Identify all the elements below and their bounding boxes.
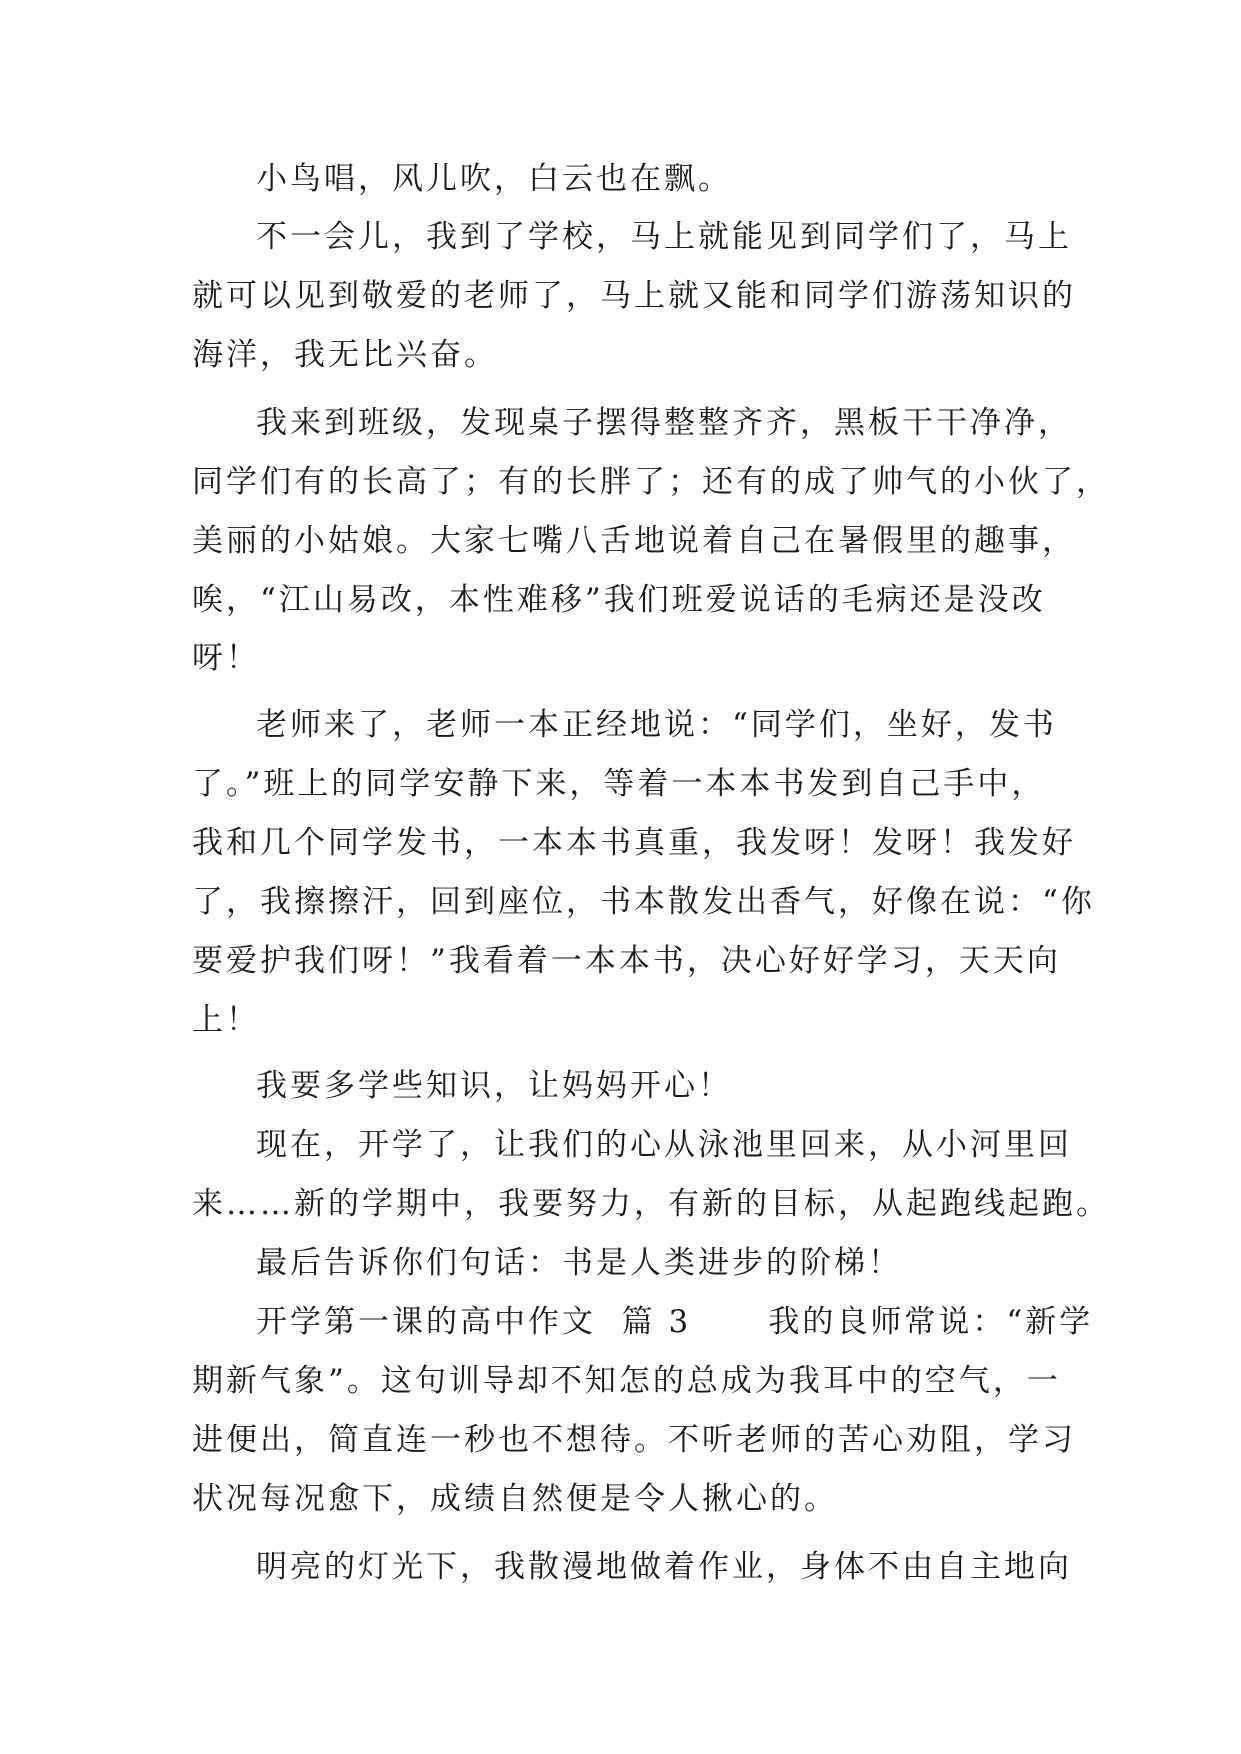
paragraph-line: 进便出，简直连一秒也不想待。不听老师的苦心劝阻，学习: [192, 1422, 1076, 1458]
paragraph-line: 美丽的小姑娘。大家七嘴八舌地说着自己在暑假里的趣事，: [192, 523, 1076, 559]
paragraph-line: 同学们有的长高了；有的长胖了；还有的成了帅气的小伙了，: [192, 464, 1110, 500]
paragraph-line: 我要多学些知识，让妈妈开心！: [256, 1068, 732, 1104]
paragraph-line: 最后告诉你们句话：书是人类进步的阶梯！: [256, 1245, 902, 1281]
paragraph-line: 唉，“江山易改，本性难移”我们班爱说话的毛病还是没改: [192, 582, 1046, 618]
paragraph-line: 老师来了，老师一本正经地说：“同学们，坐好，发书: [256, 707, 1057, 743]
paragraph-line: 我来到班级，发现桌子摆得整整齐齐，黑板干干净净，: [256, 405, 1072, 441]
paragraph-line: 状况每况愈下，成绩自然便是令人揪心的。: [192, 1481, 838, 1517]
paragraph-line: 就可以见到敬爱的老师了，马上就又能和同学们游荡知识的: [192, 278, 1076, 314]
paragraph-line: 现在，开学了，让我们的心从泳池里回来，从小河里回: [256, 1127, 1072, 1163]
paragraph-line: 上！: [192, 1002, 260, 1038]
paragraph-line: 海洋，我无比兴奋。: [192, 337, 498, 373]
paragraph-line: 明亮的灯光下，我散漫地做着作业，身体不由自主地向: [256, 1549, 1072, 1585]
paragraph-line: 了。”班上的同学安静下来，等着一本本书发到自己手中，: [192, 766, 1046, 802]
paragraph-line: 不一会儿，我到了学校，马上就能见到同学们了，马上: [256, 219, 1072, 255]
paragraph-line: 我和几个同学发书，一本本书真重，我发呀！发呀！我发好: [192, 825, 1076, 861]
paragraph-line: 了，我擦擦汗，回到座位，书本散发出香气，好像在说：“你: [192, 884, 1095, 920]
paragraph-line: 来……新的学期中，我要努力，有新的目标，从起跑线起跑。: [192, 1186, 1110, 1222]
paragraph-line: 呀！: [192, 640, 260, 676]
paragraph-line: 期新气象”。这句训导却不知怎的总成为我耳中的空气，一: [192, 1363, 1061, 1399]
section-heading-line: 开学第一课的高中作文 篇 3 我的良师常说：“新学: [256, 1304, 1094, 1340]
paragraph-line: 要爱护我们呀！”我看着一本本书，决心好好学习，天天向: [192, 943, 1061, 979]
paragraph-line: 小鸟唱，风儿吹，白云也在飘。: [256, 161, 732, 197]
